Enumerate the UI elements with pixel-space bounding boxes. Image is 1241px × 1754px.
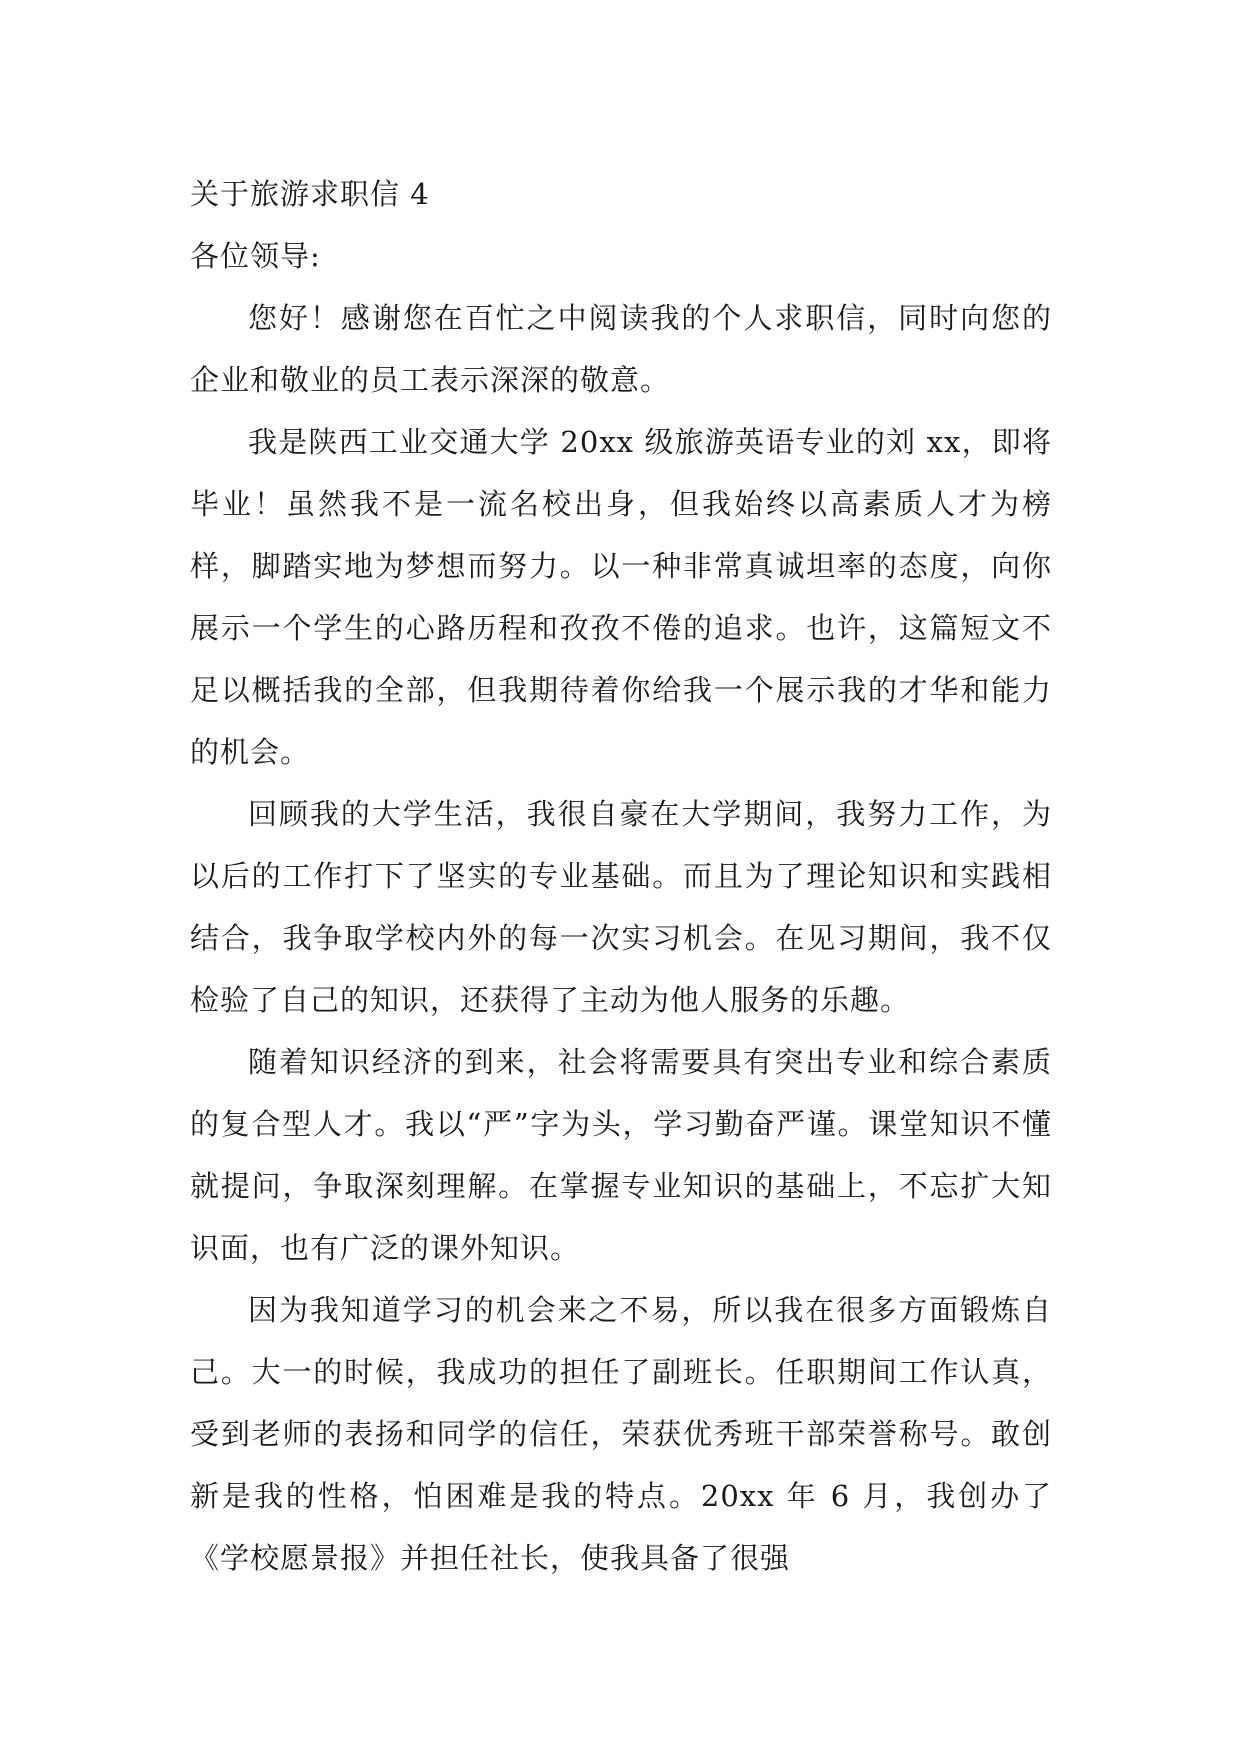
salutation: 各位领导: [190, 239, 321, 273]
paragraph-greeting: 您好！感谢您在百忙之中阅读我的个人求职信，同时向您的企业和敬业的员工表示深深的敬意。 [190, 301, 1052, 397]
paragraph-knowledge: 随着知识经济的到来，社会将需要具有突出专业和综合素质的复合型人才。我以“严”字为头，学习勤奋严谨。课堂知识不懂就提问，争取深刻理解。在掌握专业知识的基础上，不忘扩大知识面，也有广泛的课外知识。 [190, 1045, 1052, 1265]
paragraph-university-life: 回顾我的大学生活，我很自豪在大学期间，我努力工作，为以后的工作打下了坚实的专业基础。而且为了理论知识和实践相结合，我争取学校内外的每一次实习机会。在见习期间，我不仅检验了自己的知识，还获得了主动为他人服务的乐趣。 [190, 797, 1052, 1017]
letter-body [190, 163, 1052, 1589]
paragraph-introduction: 我是陕西工业交通大学 20xx 级旅游英语专业的刘 xx，即将毕业！虽然我不是一流名校出身，但我始终以高素质人才为榜样，脚踏实地为梦想而努力。以一种非常真诚坦率的态度，向你展示一个学生的心路历程和孜孜不倦的追求。也许，这篇短文不足以概括我的全部，但我期待着你给我一个展示我的才华和能力的机会。 [190, 425, 1052, 769]
document-title: 关于旅游求职信 4 [190, 177, 430, 211]
paragraph-experience: 因为我知道学习的机会来之不易，所以我在很多方面锻炼自己。大一的时候，我成功的担任了副班长。任职期间工作认真，受到老师的表扬和同学的信任，荣获优秀班干部荣誉称号。敢创新是我的性格，怕困难是我的特点。20xx 年 6 月，我创办了《学校愿景报》并担任社长，使我具备了很强 [190, 1293, 1052, 1575]
